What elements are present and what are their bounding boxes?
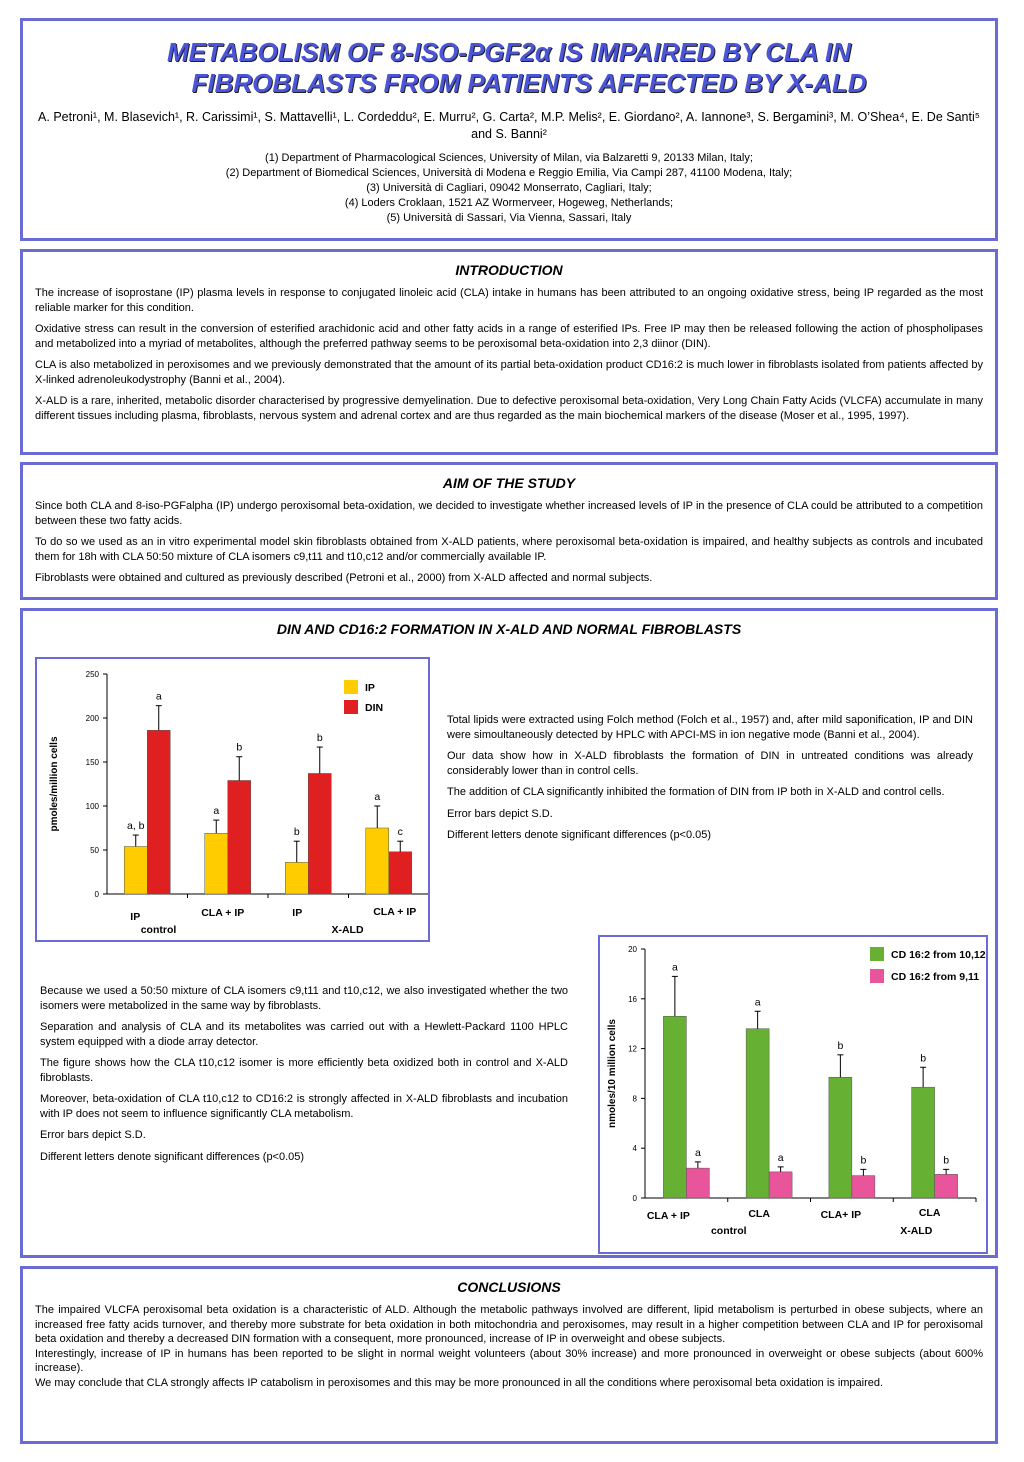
din-text-paragraph: The addition of CLA significantly inhibited the formation of DIN from IP both in X-ALD and control cells. [447, 786, 945, 798]
affiliation-5: (5) Università di Sassari, Via Vienna, Sassari, Italy [386, 212, 632, 224]
y-axis-label: pmoles/million cells [49, 736, 60, 832]
y-tick-label: 4 [632, 1144, 637, 1154]
conclusions-panel [20, 1266, 998, 1444]
conclusions-heading: CONCLUSIONS [457, 1279, 561, 1295]
aim-paragraph: To do so we used as an in vitro experimental model skin fibroblasts obtained from X-ALD patients, where peroxisomal beta-oxidation is impaired, and healthy subjects as controls and incubated them for 18h with CLA 50:50 mixture of CLA isomers c9,t11 and t10,c12 and/or commercially available IP. [35, 536, 983, 563]
din-text-paragraph: Because we used a 50:50 mixture of CLA isomers c9,t11 and t10,c12, we also investigated whether the two isomers were metabolized in the same way by fibroblasts. [40, 985, 568, 1012]
significance-label: a, b [126, 820, 145, 833]
bar [769, 1172, 792, 1198]
din-text-paragraph: Different letters denote significant differences (p<0.05) [40, 1150, 305, 1163]
affiliation-1: (1) Department of Pharmacological Sciences, University of Milan, via Balzaretti 9, 20133 Milan, Italy; [265, 152, 753, 164]
legend-swatch [344, 680, 358, 694]
bar [912, 1087, 935, 1198]
affiliations [33, 151, 985, 226]
din-text-paragraph: Total lipids were extracted using Folch method (Folch et al., 1957) and, after mild saponification, IP and DIN were simoultaneously detected by HPLC with APCI-MS in ion negative mode (Banni et al., 2004). [447, 714, 973, 741]
group-label: control [140, 924, 177, 936]
legend-label: CD 16:2 from 9,11 [891, 971, 980, 983]
y-tick-label: 0 [94, 890, 99, 899]
significance-label: b [293, 826, 300, 839]
title-line-1: METABOLISM OF 8-ISO-PGF2α IS IMPAIRED BY CLA IN [167, 37, 851, 67]
intro-paragraph: X-ALD is a rare, inherited, metabolic disorder characterised by progressive demyelination. Due to defective peroxisomal beta-oxidation, Very Long Chain Fatty Acids (VLCFA) accumulate in many different tissues including plasma, fibroblasts, nervous system and adrenal cortex and are thus regarded as the main biochemical markers of the disease (Moser et al., 1995, 1997). [35, 395, 983, 422]
bar [124, 846, 147, 894]
din-text-1 [447, 713, 973, 850]
legend-label: IP [365, 682, 375, 694]
bar [829, 1077, 852, 1198]
intro-paragraph: CLA is also metabolized in peroxisomes and we previously demonstrated that the amount of its partial beta-oxidation product CD16:2 is much lower in fibroblasts isolated from patients affected by X-linked adrenoleukodystrophy (Banni et al., 2004). [35, 359, 983, 386]
y-tick-label: 12 [628, 1044, 637, 1054]
significance-label: b [236, 741, 243, 754]
y-axis-label: nmoles/10 million cells [607, 1019, 618, 1128]
significance-label: a [777, 1151, 784, 1164]
significance-label: b [316, 732, 323, 745]
chart-cd162 [600, 937, 986, 1252]
affiliation-3: (3) Università di Cagliari, 09042 Monserrato, Cagliari, Italy; [366, 182, 652, 194]
header-panel [20, 18, 998, 241]
legend-swatch [870, 947, 884, 961]
y-tick-label: 0 [632, 1194, 637, 1203]
introduction-heading: INTRODUCTION [455, 262, 563, 278]
category-label: CLA [918, 1207, 941, 1219]
significance-label: b [920, 1052, 927, 1065]
poster-title [83, 37, 935, 99]
category-label: CLA [748, 1208, 770, 1220]
aim-paragraph: Fibroblasts were obtained and cultured as previously described (Petroni et al., 2000) from X-ALD affected and normal subjects. [35, 572, 653, 584]
aim-panel [20, 462, 998, 600]
significance-label: a [374, 791, 381, 803]
din-heading: DIN AND CD16:2 FORMATION IN X-ALD AND NORMAL FIBROBLASTS [276, 621, 742, 637]
significance-label: b [943, 1154, 950, 1167]
category-label: CLA + IP [373, 906, 417, 918]
bar [935, 1174, 958, 1198]
category-label: CLA + IP [646, 1210, 690, 1222]
group-label: X-ALD [900, 1225, 933, 1237]
significance-label: b [860, 1154, 867, 1167]
y-tick-label: 8 [632, 1094, 637, 1104]
significance-label: a [671, 961, 678, 974]
authors: A. Petroni¹, M. Blasevich¹, R. Carissimi¹, S. Mattavelli¹, L. Cordeddu², E. Murru², G. Carta², M.P. Melis², E. Giordano², A. Iannone³, S. Bergamini³, M. O’Shea⁴, E. De Santi⁵ and S. Banni² [38, 110, 980, 141]
category-label: CLA + IP [201, 907, 245, 919]
din-text-paragraph: Separation and analysis of CLA and its metabolites was carried out with a Hewlett-Packard 1100 HPLC system equipped with a diode array detector. [40, 1021, 568, 1048]
group-label: control [710, 1225, 747, 1237]
category-label: IP [292, 907, 303, 919]
y-tick-label: 50 [90, 846, 99, 855]
bar [228, 780, 251, 894]
conclusions-paragraph: Interestingly, increase of IP in humans has been reported to be slight in normal weight volunteers (about 30% increase) and more pronounced in overweight or obese subjects (about 600% increase). [35, 1347, 983, 1374]
bar [389, 852, 412, 894]
introduction-panel [20, 249, 998, 455]
significance-label: a [155, 690, 162, 703]
din-text-2 [40, 984, 568, 1171]
significance-label: b [837, 1039, 844, 1052]
din-text-paragraph: Moreover, beta-oxidation of CLA t10,c12 to CD16:2 is strongly affected in X-ALD fibroblasts and incubation with IP does not seem to influence significantly CLA metabolism. [40, 1093, 568, 1120]
din-text-paragraph: The figure shows how the CLA t10,c12 isomer is more efficiently beta oxidized both in control and X-ALD fibroblasts. [40, 1057, 568, 1084]
bar [285, 862, 308, 894]
aim-heading: AIM OF THE STUDY [442, 475, 576, 491]
bar [147, 730, 170, 894]
legend-swatch [344, 700, 358, 714]
din-text-paragraph: Error bars depict S.D. [40, 1129, 146, 1141]
intro-paragraph: Oxidative stress can result in the conversion of esterified arachidonic acid and other fatty acids in a range of esterified IPs. Free IP may then be released following the action of phospholipases and metabolized into a myriad of metabolites, although the preferred pathway seems to be peroxisomal beta-oxidation into 2,3 diinor (DIN). [35, 323, 983, 350]
bar [308, 773, 331, 894]
conclusions-paragraph: We may conclude that CLA strongly affects IP catabolism in peroxisomes and this may be more pronounced in all the conditions where peroxisomal beta oxidation is impaired. [35, 1376, 884, 1389]
din-text-paragraph: Our data show how in X-ALD fibroblasts the formation of DIN in untreated conditions was already considerably lower than in control cells. [447, 750, 973, 777]
bar [746, 1029, 769, 1198]
y-tick-label: 20 [628, 945, 637, 954]
significance-label: a [213, 805, 220, 818]
legend-label: CD 16:2 from 10,12 [891, 949, 986, 961]
aim-paragraph: Since both CLA and 8-iso-PGFalpha (IP) undergo peroxisomal beta-oxidation, we decided to investigate whether increased levels of IP in the presence of CLA could be attributed to a competition between these two fatty acids. [35, 500, 983, 527]
title-line-2: FIBROBLASTS FROM PATIENTS AFFECTED BY X-ALD [191, 68, 867, 98]
category-label: CLA+ IP [820, 1209, 862, 1221]
chart-cd162-box [598, 935, 988, 1254]
bar [366, 828, 389, 894]
affiliation-4: (4) Loders Croklaan, 1521 AZ Wormerveer, Hogeweg, Netherlands; [344, 197, 674, 209]
significance-label: a [754, 996, 761, 1009]
category-label: IP [130, 911, 141, 923]
legend-label: DIN [365, 702, 384, 714]
y-tick-label: 100 [85, 802, 99, 811]
din-text-paragraph: Error bars depict S.D. [447, 807, 553, 820]
legend-swatch [870, 969, 884, 983]
y-tick-label: 16 [628, 994, 637, 1004]
chart-ip-din [37, 659, 428, 940]
bar [686, 1168, 709, 1198]
group-label: X-ALD [331, 924, 364, 936]
bar [205, 833, 228, 894]
din-text-paragraph: Different letters denote significant differences (p<0.05) [447, 829, 712, 841]
y-tick-label: 250 [85, 670, 99, 679]
chart-ip-din-box [35, 657, 430, 942]
significance-label: c [397, 826, 403, 839]
affiliation-2: (2) Department of Biomedical Sciences, Università di Modena e Reggio Emilia, Via Campi 287, 41100 Modena, Italy; [225, 167, 793, 179]
intro-paragraph: The increase of isoprostane (IP) plasma levels in response to conjugated linoleic acid (CLA) intake in humans has been attributed to an ongoing oxidative stress, being IP regarded as the most reliable marker for this condition. [35, 287, 983, 314]
bar [852, 1176, 875, 1198]
din-panel [20, 608, 998, 1258]
y-tick-label: 150 [85, 758, 99, 767]
significance-label: a [694, 1146, 701, 1159]
y-tick-label: 200 [85, 714, 99, 723]
conclusions-paragraph: The impaired VLCFA peroxisomal beta oxidation is a characteristic of ALD. Although the metabolic pathways involved are different, lipid metabolism is perturbed in obese subjects, where an increased free fatty acids turnover, and thereby more substrate for beta oxidation in both mitochondria and peroxisomes, may result in a higher competition between CLA and IP for peroxisomal beta oxidation and thereby a decreased DIN formation with a consequent, more pronounced, increase of IP in overweight and obese subjects. [35, 1304, 983, 1345]
bar [663, 1016, 686, 1198]
